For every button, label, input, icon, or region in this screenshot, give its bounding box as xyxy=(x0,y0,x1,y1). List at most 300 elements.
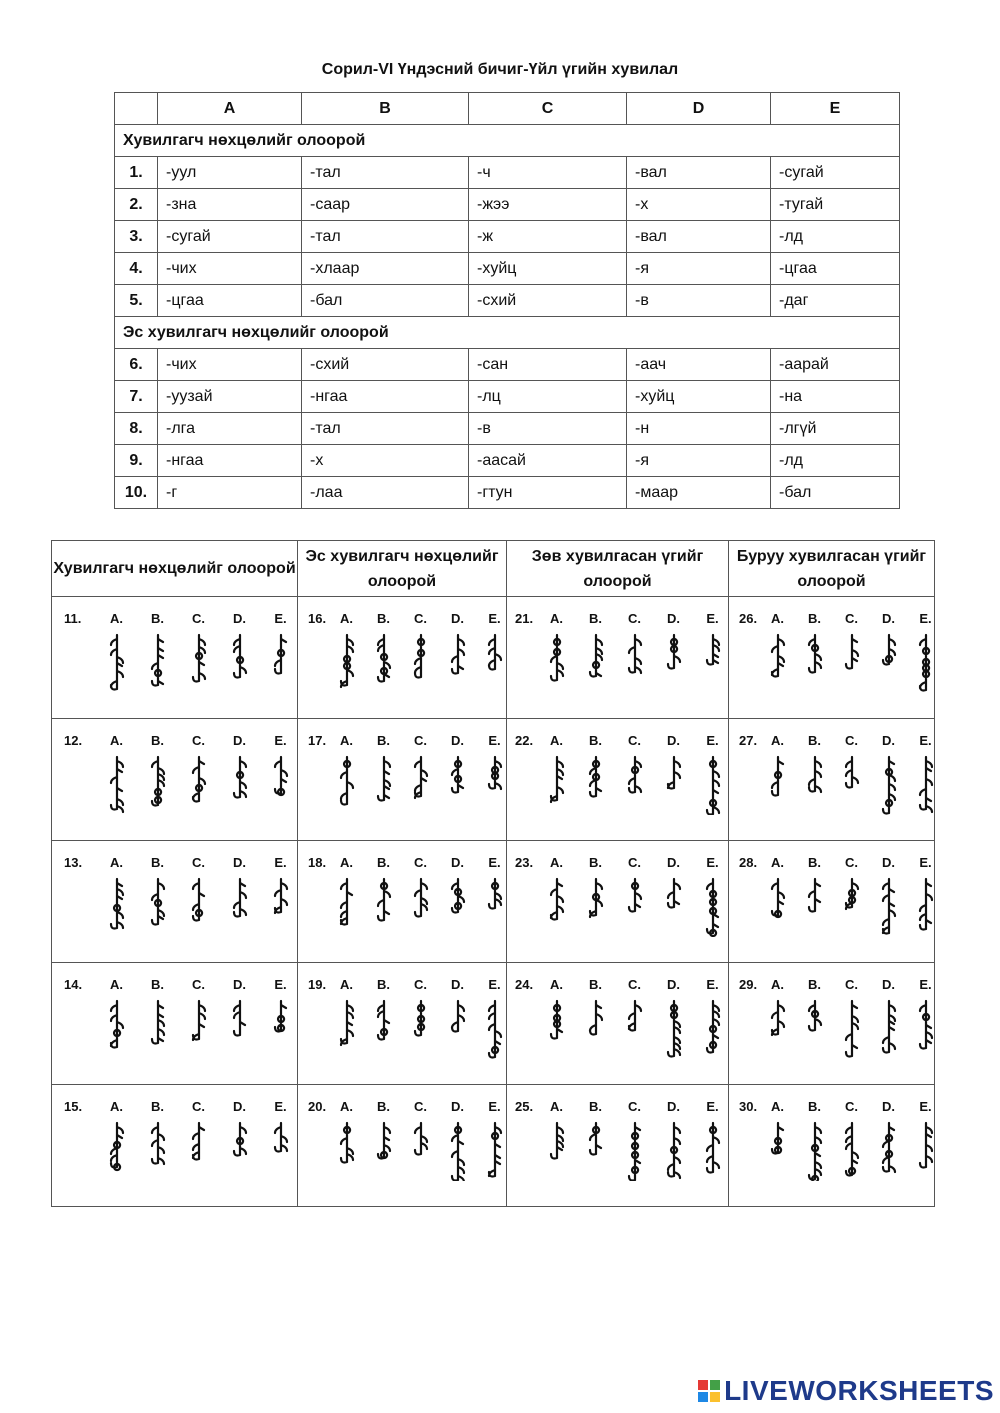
option-letter[interactable]: E. xyxy=(274,855,287,870)
option-word[interactable] xyxy=(615,633,654,693)
option-letter[interactable]: A. xyxy=(110,977,123,992)
mongolian-script-word-icon xyxy=(587,877,605,937)
mongolian-script-word-icon xyxy=(190,1121,208,1181)
mongolian-script-word-icon xyxy=(231,1121,249,1181)
suffix-cell: -я xyxy=(627,445,771,477)
option-letter[interactable]: A. xyxy=(550,733,563,748)
suffix-cell: -х xyxy=(627,189,771,221)
mongolian-script-word-icon xyxy=(548,633,566,693)
question-cell xyxy=(729,1085,935,1207)
option-word[interactable] xyxy=(328,755,365,815)
option-word[interactable] xyxy=(615,877,654,937)
option-letter[interactable]: C. xyxy=(845,611,858,626)
mongolian-script-word-icon xyxy=(917,633,935,693)
option-letter[interactable]: B. xyxy=(377,855,390,870)
option-letter[interactable]: C. xyxy=(414,611,427,626)
option-word[interactable] xyxy=(615,1121,654,1181)
row-number: 1. xyxy=(115,157,158,189)
option-letter[interactable]: B. xyxy=(589,977,602,992)
option-word[interactable] xyxy=(537,877,576,937)
option-word[interactable] xyxy=(328,1121,365,1181)
option-letter[interactable]: E. xyxy=(488,977,501,992)
option-word[interactable] xyxy=(615,999,654,1059)
option-letter[interactable]: E. xyxy=(706,977,719,992)
option-word[interactable] xyxy=(328,999,365,1059)
mongolian-script-word-icon xyxy=(880,999,898,1059)
question-number: 29. xyxy=(739,977,758,992)
option-word[interactable] xyxy=(328,633,365,693)
option-letter[interactable]: E. xyxy=(706,611,719,626)
option-letter[interactable]: B. xyxy=(808,733,821,748)
option-letter[interactable]: C. xyxy=(845,733,858,748)
option-word[interactable] xyxy=(402,877,439,937)
option-letter[interactable]: E. xyxy=(488,1099,501,1114)
mongolian-script-word-icon xyxy=(412,633,430,693)
option-letter[interactable]: C. xyxy=(192,1099,205,1114)
mongolian-script-word-icon xyxy=(665,999,683,1059)
option-letter[interactable]: E. xyxy=(706,1099,719,1114)
question-row xyxy=(52,1085,935,1207)
option-letter[interactable]: E. xyxy=(919,977,932,992)
option-letter[interactable]: A. xyxy=(771,733,784,748)
suffix-row xyxy=(115,381,900,413)
mongolian-script-word-icon xyxy=(108,633,126,693)
suffix-cell: -ч xyxy=(469,157,627,189)
suffix-cell: -бал xyxy=(771,477,900,509)
option-word[interactable] xyxy=(759,999,796,1059)
option-letter[interactable]: A. xyxy=(340,733,353,748)
option-word[interactable] xyxy=(833,633,870,693)
option-word[interactable] xyxy=(759,633,796,693)
option-letter[interactable]: B. xyxy=(151,977,164,992)
option-word[interactable] xyxy=(796,1121,833,1181)
option-word[interactable] xyxy=(693,1121,732,1181)
option-word[interactable] xyxy=(219,755,260,815)
option-letter[interactable]: B. xyxy=(808,611,821,626)
option-word[interactable] xyxy=(96,999,137,1059)
suffix-cell: -хуйц xyxy=(469,253,627,285)
option-word[interactable] xyxy=(260,1121,301,1181)
option-letter[interactable]: C. xyxy=(628,733,641,748)
option-word[interactable] xyxy=(654,633,693,693)
option-letter[interactable]: A. xyxy=(550,1099,563,1114)
option-letter[interactable]: A. xyxy=(340,1099,353,1114)
option-letter[interactable]: B. xyxy=(151,1099,164,1114)
option-word[interactable] xyxy=(870,755,907,815)
suffix-cell: -г xyxy=(158,477,302,509)
suffix-cell: -лга xyxy=(158,413,302,445)
option-word[interactable] xyxy=(439,755,476,815)
option-word[interactable] xyxy=(537,755,576,815)
option-word[interactable] xyxy=(178,1121,219,1181)
option-letter[interactable]: B. xyxy=(377,1099,390,1114)
mongolian-script-word-icon xyxy=(626,633,644,693)
question-cell xyxy=(298,597,507,719)
option-word[interactable] xyxy=(796,877,833,937)
option-letter[interactable]: D. xyxy=(667,733,680,748)
question-number: 18. xyxy=(308,855,327,870)
mongolian-script-word-icon xyxy=(272,633,290,693)
option-letter[interactable]: D. xyxy=(451,733,464,748)
option-letter[interactable]: A. xyxy=(550,855,563,870)
option-word[interactable] xyxy=(137,1121,178,1181)
mongolian-script-word-icon xyxy=(449,1121,467,1181)
option-letter[interactable]: A. xyxy=(110,733,123,748)
option-letter[interactable]: D. xyxy=(451,1099,464,1114)
option-letter[interactable]: B. xyxy=(151,855,164,870)
option-letter[interactable]: C. xyxy=(414,733,427,748)
option-letter[interactable]: B. xyxy=(377,611,390,626)
mongolian-script-word-icon xyxy=(806,755,824,815)
option-word[interactable] xyxy=(759,1121,796,1181)
option-word[interactable] xyxy=(796,755,833,815)
question-cell xyxy=(298,963,507,1085)
option-word[interactable] xyxy=(576,1121,615,1181)
mongolian-script-word-icon xyxy=(375,1121,393,1181)
option-word[interactable] xyxy=(178,877,219,937)
question-number: 27. xyxy=(739,733,758,748)
option-letter[interactable]: A. xyxy=(110,855,123,870)
option-letter[interactable]: D. xyxy=(451,855,464,870)
option-letter[interactable]: D. xyxy=(667,977,680,992)
suffix-cell: -вал xyxy=(627,221,771,253)
option-letter[interactable]: E. xyxy=(919,733,932,748)
suffix-row xyxy=(115,189,900,221)
option-word[interactable] xyxy=(907,1121,944,1181)
option-letter[interactable]: B. xyxy=(589,733,602,748)
option-letter[interactable]: D. xyxy=(667,611,680,626)
option-letter[interactable]: E. xyxy=(488,733,501,748)
option-word[interactable] xyxy=(576,633,615,693)
option-word[interactable] xyxy=(654,877,693,937)
option-word[interactable] xyxy=(833,877,870,937)
option-letter[interactable]: A. xyxy=(771,855,784,870)
mongolian-script-word-icon xyxy=(843,999,861,1059)
option-letter[interactable]: E. xyxy=(919,855,932,870)
option-word[interactable] xyxy=(96,1121,137,1181)
option-word[interactable] xyxy=(796,633,833,693)
option-word[interactable] xyxy=(178,999,219,1059)
option-letter[interactable]: C. xyxy=(414,1099,427,1114)
option-word[interactable] xyxy=(870,999,907,1059)
column-header-wrong-form: Буруу хувилгасан үгийг олоорой xyxy=(729,541,935,597)
suffix-row xyxy=(115,445,900,477)
option-word[interactable] xyxy=(365,1121,402,1181)
mongolian-script-word-icon xyxy=(149,755,167,815)
option-letter[interactable]: D. xyxy=(233,611,246,626)
option-word[interactable] xyxy=(907,633,944,693)
option-word[interactable] xyxy=(907,755,944,815)
header-a: A xyxy=(158,93,302,125)
option-word[interactable] xyxy=(759,877,796,937)
option-letter[interactable]: D. xyxy=(882,733,895,748)
option-word[interactable] xyxy=(402,999,439,1059)
suffix-cell: -вал xyxy=(627,157,771,189)
option-word[interactable] xyxy=(693,877,732,937)
option-word[interactable] xyxy=(260,999,301,1059)
suffix-cell: -на xyxy=(771,381,900,413)
mongolian-script-word-icon xyxy=(486,877,504,937)
question-number: 16. xyxy=(308,611,327,626)
header-c: C xyxy=(469,93,627,125)
option-word[interactable] xyxy=(439,633,476,693)
option-letter[interactable]: A. xyxy=(110,611,123,626)
option-letter[interactable]: A. xyxy=(340,855,353,870)
mongolian-script-word-icon xyxy=(149,877,167,937)
option-letter[interactable]: B. xyxy=(589,1099,602,1114)
suffix-cell: -гтун xyxy=(469,477,627,509)
mongolian-script-word-icon xyxy=(769,755,787,815)
option-word[interactable] xyxy=(178,755,219,815)
suffix-cell: -в xyxy=(469,413,627,445)
option-word[interactable] xyxy=(654,999,693,1059)
question-row xyxy=(52,597,935,719)
option-letter[interactable]: B. xyxy=(589,855,602,870)
option-letter[interactable]: A. xyxy=(550,977,563,992)
option-word[interactable] xyxy=(96,633,137,693)
option-letter[interactable]: A. xyxy=(340,977,353,992)
question-number: 11. xyxy=(64,611,82,626)
option-word[interactable] xyxy=(576,999,615,1059)
option-letter[interactable]: E. xyxy=(488,855,501,870)
option-word[interactable] xyxy=(907,999,944,1059)
mongolian-script-word-icon xyxy=(375,877,393,937)
suffix-cell: -чих xyxy=(158,349,302,381)
question-number: 13. xyxy=(64,855,83,870)
option-letter[interactable]: C. xyxy=(192,733,205,748)
option-letter[interactable]: E. xyxy=(919,1099,932,1114)
option-letter[interactable]: E. xyxy=(274,733,287,748)
mongolian-script-word-icon xyxy=(548,755,566,815)
option-word[interactable] xyxy=(402,633,439,693)
option-letter[interactable]: E. xyxy=(274,1099,287,1114)
option-word[interactable] xyxy=(260,877,301,937)
option-letter[interactable]: C. xyxy=(192,977,205,992)
option-letter[interactable]: B. xyxy=(808,977,821,992)
option-word[interactable] xyxy=(693,755,732,815)
suffix-cell: -нгаа xyxy=(302,381,469,413)
question-number: 21. xyxy=(515,611,534,626)
question-row xyxy=(52,841,935,963)
option-word[interactable] xyxy=(219,633,260,693)
option-word[interactable] xyxy=(654,1121,693,1181)
option-letter[interactable]: C. xyxy=(628,611,641,626)
option-word[interactable] xyxy=(219,999,260,1059)
option-word[interactable] xyxy=(219,1121,260,1181)
question-cell xyxy=(729,597,935,719)
option-word[interactable] xyxy=(365,633,402,693)
option-letter[interactable]: D. xyxy=(882,977,895,992)
option-word[interactable] xyxy=(137,633,178,693)
option-word[interactable] xyxy=(402,1121,439,1181)
option-letter[interactable]: A. xyxy=(771,611,784,626)
option-word[interactable] xyxy=(759,755,796,815)
option-letter[interactable]: C. xyxy=(845,1099,858,1114)
suffix-cell: -лц xyxy=(469,381,627,413)
mongolian-script-word-icon xyxy=(486,999,504,1059)
suffix-cell: -тал xyxy=(302,413,469,445)
option-word[interactable] xyxy=(137,877,178,937)
option-word[interactable] xyxy=(796,999,833,1059)
question-cell xyxy=(507,841,729,963)
mongolian-script-word-icon xyxy=(231,633,249,693)
mongolian-script-word-icon xyxy=(587,633,605,693)
option-letter[interactable]: E. xyxy=(274,977,287,992)
option-letter[interactable]: D. xyxy=(451,977,464,992)
option-word[interactable] xyxy=(328,877,365,937)
suffix-cell: -нгаа xyxy=(158,445,302,477)
option-letter[interactable]: C. xyxy=(845,855,858,870)
suffix-cell: -чих xyxy=(158,253,302,285)
question-cell xyxy=(507,719,729,841)
option-word[interactable] xyxy=(365,755,402,815)
option-letter[interactable]: C. xyxy=(845,977,858,992)
option-word[interactable] xyxy=(870,877,907,937)
option-letter[interactable]: B. xyxy=(151,611,164,626)
suffix-cell: -сугай xyxy=(158,221,302,253)
option-word[interactable] xyxy=(576,755,615,815)
option-word[interactable] xyxy=(615,755,654,815)
option-letter[interactable]: C. xyxy=(414,855,427,870)
mongolian-script-word-icon xyxy=(665,755,683,815)
option-letter[interactable]: B. xyxy=(377,977,390,992)
option-letter[interactable]: B. xyxy=(151,733,164,748)
option-letter[interactable]: E. xyxy=(488,611,501,626)
option-word[interactable] xyxy=(96,755,137,815)
mongolian-script-word-icon xyxy=(665,633,683,693)
suffix-cell: -даг xyxy=(771,285,900,317)
option-letter[interactable]: E. xyxy=(706,855,719,870)
mongolian-script-word-icon xyxy=(338,877,356,937)
option-word[interactable] xyxy=(833,755,870,815)
option-letter[interactable]: A. xyxy=(110,1099,123,1114)
option-word[interactable] xyxy=(402,755,439,815)
mongolian-script-word-icon xyxy=(917,877,935,937)
section-title-transforming: Хувилгагч нөхцөлийг олоорой xyxy=(115,125,900,157)
mongolian-script-word-icon xyxy=(880,877,898,937)
mongolian-script-word-icon xyxy=(587,1121,605,1181)
option-letter[interactable]: D. xyxy=(233,977,246,992)
option-word[interactable] xyxy=(537,999,576,1059)
option-letter[interactable]: C. xyxy=(628,1099,641,1114)
option-word[interactable] xyxy=(654,755,693,815)
option-word[interactable] xyxy=(260,755,301,815)
logo-mark-icon xyxy=(698,1380,720,1402)
option-letter[interactable]: A. xyxy=(550,611,563,626)
page-title: Сорил-VI Үндэсний бичиг-Үйл үгийн хувилал xyxy=(321,61,679,78)
option-word[interactable] xyxy=(537,633,576,693)
option-word[interactable] xyxy=(439,877,476,937)
option-word[interactable] xyxy=(219,877,260,937)
mongolian-script-word-icon xyxy=(843,755,861,815)
option-word[interactable] xyxy=(365,877,402,937)
question-number: 25. xyxy=(515,1099,534,1114)
option-word[interactable] xyxy=(833,999,870,1059)
row-number: 6. xyxy=(115,349,158,381)
mongolian-script-word-icon xyxy=(880,1121,898,1181)
question-cell xyxy=(298,841,507,963)
mongolian-script-word-icon xyxy=(704,1121,722,1181)
mongolian-script-word-icon xyxy=(338,1121,356,1181)
option-letter[interactable]: B. xyxy=(808,855,821,870)
mongolian-script-word-icon xyxy=(587,755,605,815)
option-letter[interactable]: D. xyxy=(451,611,464,626)
mongolian-script-word-icon xyxy=(548,999,566,1059)
option-letter[interactable]: C. xyxy=(192,611,205,626)
option-letter[interactable]: D. xyxy=(667,855,680,870)
suffix-cell: -хуйц xyxy=(627,381,771,413)
option-letter[interactable]: D. xyxy=(233,733,246,748)
option-letter[interactable]: B. xyxy=(377,733,390,748)
suffix-row xyxy=(115,221,900,253)
option-word[interactable] xyxy=(537,1121,576,1181)
option-letter[interactable]: C. xyxy=(192,855,205,870)
mongolian-script-word-icon xyxy=(412,877,430,937)
option-word[interactable] xyxy=(439,1121,476,1181)
suffix-cell: -аасай xyxy=(469,445,627,477)
option-letter[interactable]: D. xyxy=(667,1099,680,1114)
suffix-cell: -тал xyxy=(302,157,469,189)
option-word[interactable] xyxy=(870,1121,907,1181)
suffix-cell: -сугай xyxy=(771,157,900,189)
option-word[interactable] xyxy=(439,999,476,1059)
suffix-cell: -лаа xyxy=(302,477,469,509)
mongolian-script-word-icon xyxy=(190,999,208,1059)
mongolian-script-word-icon xyxy=(190,633,208,693)
option-letter[interactable]: E. xyxy=(706,733,719,748)
option-letter[interactable]: C. xyxy=(628,977,641,992)
option-letter[interactable]: C. xyxy=(414,977,427,992)
option-word[interactable] xyxy=(576,877,615,937)
option-word[interactable] xyxy=(137,999,178,1059)
mongolian-script-word-icon xyxy=(665,877,683,937)
option-letter[interactable]: A. xyxy=(771,977,784,992)
mongolian-script-word-icon xyxy=(626,1121,644,1181)
option-word[interactable] xyxy=(365,999,402,1059)
option-word[interactable] xyxy=(693,999,732,1059)
option-letter[interactable]: D. xyxy=(882,1099,895,1114)
option-word[interactable] xyxy=(870,633,907,693)
option-letter[interactable]: B. xyxy=(808,1099,821,1114)
suffix-row xyxy=(115,413,900,445)
option-word[interactable] xyxy=(178,633,219,693)
option-letter[interactable]: D. xyxy=(233,855,246,870)
option-word[interactable] xyxy=(137,755,178,815)
mongolian-script-word-icon xyxy=(917,1121,935,1181)
header-e: E xyxy=(771,93,900,125)
question-cell xyxy=(52,597,298,719)
option-letter[interactable]: D. xyxy=(882,611,895,626)
option-letter[interactable]: D. xyxy=(233,1099,246,1114)
suffix-cell: -зна xyxy=(158,189,302,221)
suffix-cell: -лд xyxy=(771,221,900,253)
question-cell xyxy=(52,963,298,1085)
option-letter[interactable]: D. xyxy=(882,855,895,870)
option-letter[interactable]: B. xyxy=(589,611,602,626)
option-letter[interactable]: C. xyxy=(628,855,641,870)
option-letter[interactable]: A. xyxy=(771,1099,784,1114)
option-word[interactable] xyxy=(693,633,732,693)
option-word[interactable] xyxy=(907,877,944,937)
option-word[interactable] xyxy=(260,633,301,693)
option-letter[interactable]: E. xyxy=(274,611,287,626)
option-word[interactable] xyxy=(96,877,137,937)
option-word[interactable] xyxy=(833,1121,870,1181)
row-number: 3. xyxy=(115,221,158,253)
option-letter[interactable]: E. xyxy=(919,611,932,626)
section-title-non-transforming: Эс хувилгагч нөхцөлийг олоорой xyxy=(115,317,900,349)
option-letter[interactable]: A. xyxy=(340,611,353,626)
